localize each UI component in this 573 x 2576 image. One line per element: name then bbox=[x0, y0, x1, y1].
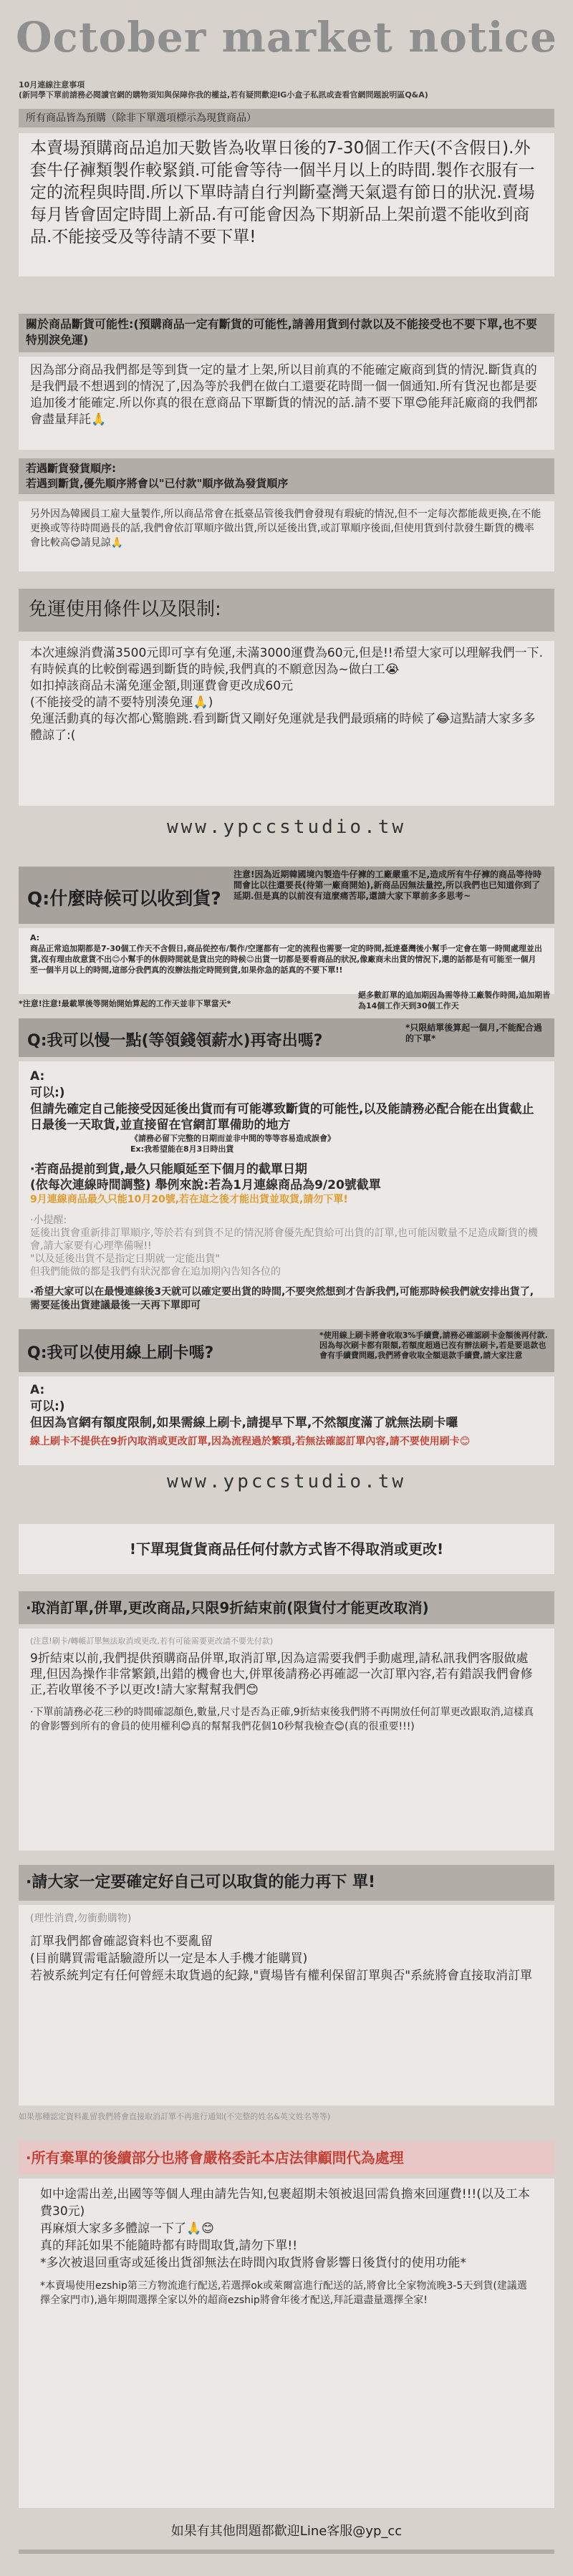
q2-answer-note: 《請務必留下完整的日期而並非中間的等等容易造成誤會》 Ex:我希望能在8月3日時出貨 bbox=[130, 1134, 335, 1154]
return-note: *本賣場使用ezship第三方物流進行配送,若選擇ok或萊爾富進行配送的話,將會比全家物流晚3-5天到貨(建議選擇全家門市),過年期間選擇全家以外的超商ezship將會年後才配送,拜託還盡量選擇全家! bbox=[40, 2280, 527, 2306]
q2-answer-label: A: 可以:) bbox=[30, 1069, 65, 1100]
q2-cutoff-highlight: 9月連線商品最久只能10月20號,若在這之後才能出貨並取貨,請勿下單! bbox=[30, 1194, 348, 1205]
q1-title: Q:什麼時候可以收到貨? bbox=[27, 888, 221, 909]
cancel-text: 另外因為韓國員工雇大量製作,所以商品常會在抵臺品管後我們會發現有瑕疵的情況,但不一定每次都能裁更換,在不能更換或等待時間過長的話,我們會依訂單順序做出貨,所以延後出貨,或訂單順序後面,但使用貨到付款發生斷貨的機率會比較高😊請見諒🙏 bbox=[30, 508, 541, 549]
reason-band bbox=[19, 314, 554, 352]
page-title: October market notice bbox=[16, 13, 557, 62]
shipping-band bbox=[19, 589, 554, 632]
cancel-band-text: 若遇斷貨發貨順序: 若遇到斷貨,優先順序將會以"已付款"順序做為發貨順序 bbox=[26, 462, 289, 490]
q2-answer-text: 但請先確定自己能接受因延後出貨而有可能導致斷貨的可能性,以及能請務必配合能在出貨截止日最後一天取貨,並直接留在官網訂單備助的地方 bbox=[30, 1102, 534, 1132]
intro-body bbox=[19, 133, 554, 276]
change-body bbox=[19, 1629, 554, 1851]
change-text-2: ·下單前請務必花三秒的時間確認顏色,數量,尺寸是否為正確,9折結束後我們將不再開放任何訂單更改跟取消,這樣真的會影響到所有的會員的使用權利😊真的幫幫我們花個10秒幫我檢查😊(真的很重要!!!) bbox=[30, 1707, 534, 1732]
change-note: (注意!刷卡/轉帳訂單無法取消或更改,若有可能需要更改請不要先付款) bbox=[30, 1636, 274, 1646]
return-text: 如中途需出差,出國等等個人理由請先告知,包裹超期未領被退回需負擔來回運費!!!(以及工本費30元) 再麻煩大家多多體諒一下了🙏😊 真的拜託如果不能隨時都有時間取貨,請勿下單!! *多次被退回重寄或延後出貨卻無法在時間內取貨將會影響日後貨付的使用功能* bbox=[40, 2187, 530, 2270]
q2-note: *只限結單後算起一個月,不能配合過的下單* bbox=[405, 1023, 542, 1043]
title-subnote: 10月連線注意事項 (新同學下單前請務必閱讀官網的購物須知與保障你我的權益,若有疑問歡迎IG小盒子私訊或查看官網問題說明區Q&A) bbox=[19, 80, 428, 100]
q3-answer-text: 但因為官網有額度限制,如果需線上刷卡,請提早下單,不然額度滿了就無法刷卡囉 bbox=[30, 1416, 458, 1430]
q3-answer-label: A: 可以:) bbox=[30, 1383, 65, 1414]
q3-bar bbox=[19, 1329, 554, 1372]
q2-reminder: ·小提醒: 延後出貨會重新排訂單順序,等於若有到貨不足的情況將會優先配貨給可出貨的訂單,也可能因數量不足造成斷貨的機會,請大家要有心理準備喔!! "以及延後出貨不是指定日期就一定能出貨" 但我們能做的都是我們有狀況都會在追加期內告知各位的 bbox=[30, 1215, 538, 1278]
responsibility-text: 訂單我們都會確認資料也不要亂留 (目前購買需電話驗證所以一定是本人手機才能購買) 若被系統判定有任何曾經未取貨過的紀錄,"賣場皆有權利保留訂單與否"系統將會直接取消訂單 bbox=[30, 1934, 533, 1983]
footer-contact: 如果有其他問題都歡迎Line客服@yp_cc bbox=[170, 2524, 403, 2539]
q1-answer bbox=[19, 928, 554, 994]
q3-title: Q:我可以使用線上刷卡嗎? bbox=[27, 1344, 214, 1362]
q1-note: 注意!因為近期韓國境內製造牛仔褲的工廠嚴重不足,造成所有牛仔褲的商品等待時間會比以往還要長(待第一廠商開始),新商品因無法量控,所以我們也已知道你到了延期.但是真的以前沒有這麼痛苦耶,還請大家下單前多多思考~ bbox=[233, 869, 542, 901]
change-band-text: ·取消訂單,併單,更改商品,只限9折結束前(限貨付才能更改取消) bbox=[26, 1599, 429, 1616]
q1-sidenote: 絕多數訂單的追加期因為需等待工廠製作時間,追加期皆為14個工作天到30個工作天 bbox=[358, 990, 551, 1010]
policy-banner bbox=[19, 1524, 554, 1574]
responsibility-body bbox=[19, 1905, 554, 2105]
intro-band: 所有商品皆為預購（除非下單選項標示為現貨商品） bbox=[19, 109, 554, 127]
q1-bar bbox=[19, 867, 554, 924]
q3-warning: 線上刷卡不提供在9折內取消或更改訂單,因為流程過於繁瑣,若無法確認訂單內容,請不要使用刷卡😊 bbox=[30, 1436, 471, 1447]
q2-confirm: ·希望大家可以在最慢連線後3天就可以確定要出貨的時間,不要突然想到才告訴我們,可能那時候我們就安排出貨了,需要延後出貨建議最後一天再下單即可 bbox=[30, 1286, 534, 1311]
q1-answer-text: 商品正常追加期都是7-30個工作天不含假日,商品從控布/製作/空運都有一定的流程也需要一定的時間,抵達臺灣後小幫手一定會在第一時間處理並出貨,沒有理由故意貨不出😊小幫手的休假時間就是貨出完的時候😊出貨一切都是要看商品的狀況,像廠商未出貨的情況下,還的話都是有可能至一個月至一個半月以上的時間,這部分我們真的沒辦法指定時間到貨,如果你急的話真的不要下單!! bbox=[30, 944, 542, 975]
responsibility-sub: (理性消費,勿衝動購物) bbox=[30, 1913, 132, 1924]
cancel-band bbox=[19, 458, 554, 494]
q1-footnote: *注意!注意!最載單後等開始開始算起的工作天並非下單當天* bbox=[19, 999, 231, 1008]
q1-answer-label: A: bbox=[30, 933, 40, 942]
footer-divider bbox=[19, 2550, 554, 2554]
return-body bbox=[19, 2179, 554, 2508]
shipping-heading: 免運使用條件以及限制: bbox=[29, 599, 221, 620]
q2-cutoff: ·若商品提前到貨,最久只能順延至下個月的截單日期 (依每次連線時間調整) 舉例來說:若為1月連線商品為9/20號截單 bbox=[30, 1162, 381, 1192]
q2-title: Q:我可以慢一點(等領錢領薪水)再寄出嗎? bbox=[27, 1032, 323, 1050]
q2-bar bbox=[19, 1018, 554, 1057]
responsibility-footnote: 如果那種認定資料亂留我們將會直接取消訂單不再進行通知(不完整的姓名&英文姓名等等) bbox=[19, 2112, 331, 2121]
q3-note: *使用線上刷卡將會收取3%手續費,請務必確認刷卡金額後再付款.因為每次刷卡都有限額,若額度超過已沒有辦法刷卡,若是要退款也會有手續費問題,我們將會收取全額退款手續費,請大家注意 bbox=[319, 1331, 548, 1360]
return-band bbox=[19, 2141, 554, 2174]
q2-answer bbox=[19, 1061, 554, 1311]
intro-text: 本賣場預購商品追加天數皆為收單日後的7-30個工作天(不含假日).外套牛仔褲類製作較緊鎖.可能會等待一個半月以上的時間.製作衣服有一定的流程與時間.所以下單時請自行判斷臺灣天氣還有節日的狀況.賣場每月皆會固定時間上新品.有可能會因為下期新品上架前還不能收到商品.不能接受及等待請不要下單! bbox=[30, 139, 535, 246]
reason-body bbox=[19, 357, 554, 450]
reason-text: 因為部分商品我們都是等到貨一定的量才上架,所以目前真的不能確定廠商到貨的情況.斷貨真的是我們最不想遇到的情況了,因為等於我們在做白工還要花時間一個一個通知.所有貨況也都是要追加後才能確定.所以你真的很在意商品下單斷貨的情況的話.請不要下單😊能拜託廠商的我們都會盡量拜託🙏 bbox=[30, 363, 538, 427]
reason-band-text: 關於商品斷貨可能性:(預購商品一定有斷貨的可能性,請善用貨到付款以及不能接受也不要下單,也不要特別淚免運) bbox=[26, 317, 537, 347]
cancel-body bbox=[19, 501, 554, 571]
return-band-text: ·所有棄單的後續部分也將會嚴格委託本店法律顧問代為處理 bbox=[26, 2149, 404, 2166]
change-band bbox=[19, 1591, 554, 1624]
website-1: www.ypccstudio.tw bbox=[166, 816, 407, 838]
policy-banner-text: !下單現貨貨商品任何付款方式皆不得取消或更改! bbox=[129, 1540, 444, 1558]
responsibility-band-text: ·請大家一定要確定好自己可以取貨的能力再下 單! bbox=[26, 1873, 376, 1891]
shipping-text: 本次連線消費滿3500元即可享有免運,未滿3000運費為60元,但是!!希望大家可以理解我們一下.有時候真的比較倒霉遇到斷貨的時候,我們真的不願意因為~做白工😭 如扣掉該商品未滿免運金額,則運費會更改成60元 (不能接受的請不要特別湊免運🙏) 免運活動真的每次都心驚膽跳.看到斷貨又剛好免運就是我們最頭痛的時候了😂這點請大家多多體諒了:( bbox=[30, 646, 543, 743]
change-text: 9折結束以前,我們提供預購商品併單,取消訂單,因為這需要我們手動處理,請私訊我們客服做處理,但因為操作非常繁鎖,出錯的機會也大,併單後請務必再確認一次訂單內容,若有錯誤我們會修正,若收單後不予以更改!請大家幫幫我們😊 bbox=[30, 1651, 533, 1697]
website-2: www.ypccstudio.tw bbox=[166, 1471, 407, 1492]
responsibility-band bbox=[19, 1865, 554, 1901]
shipping-body bbox=[19, 641, 554, 806]
q3-answer bbox=[19, 1376, 554, 1465]
